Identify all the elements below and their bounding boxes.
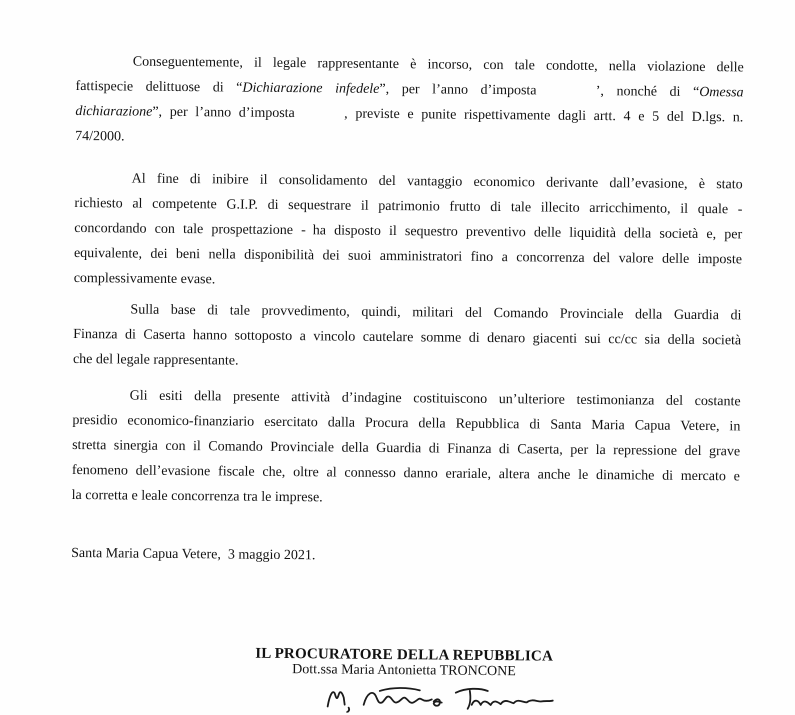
text-line: stretta sinergia con il Comando Provinciale della Guardia di Finanza di Caserta, per la repressione del grave [72, 437, 741, 460]
text-line: presidio economico-finanziario esercitato dalla Procura della Repubblica di Santa Maria Capua Vetere, in [72, 412, 741, 435]
text-line: equivalente, dei beni nella disponibilità dei suoi amministratori fino a concorrenza del valore delle imposte [73, 245, 743, 268]
text-segment: ”, per l’anno d’imposta [379, 81, 537, 99]
text-line: concordando con tale prospettazione - ha disposto il sequestro preventivo delle liquidità della società e, per [74, 220, 743, 243]
paragraph-violazione [75, 49, 744, 155]
signature-block [70, 644, 739, 715]
italic-offense-name: dichiarazione [75, 103, 153, 120]
text-line: 74/2000. [75, 128, 125, 145]
redacted-year-gap [549, 93, 583, 95]
signature-name: Dott.ssa Maria Antonietta TRONCONE [292, 662, 516, 680]
text-line: la corretta e leale concorrenza tra le imprese. [71, 487, 323, 506]
italic-offense-name: Dichiarazione infedele [242, 80, 380, 97]
place-and-date-line: Santa Maria Capua Vetere, 3 maggio 2021. [71, 545, 316, 564]
text-segment: ’, nonché di “ [595, 83, 700, 100]
text-line: Conseguentemente, il legale rappresentante è incorso, con tale condotte, nella violazione delle [132, 54, 744, 76]
document-text-block [70, 44, 744, 715]
paragraph-guardia-di-finanza [73, 297, 742, 378]
italic-offense-name: Omessa [699, 84, 744, 101]
text-line: Sulla base di tale provvedimento, quindi, militari del Comando Provinciale della Guardia di [130, 302, 742, 324]
redacted-year-gap [302, 115, 336, 117]
paragraph-sequestro [74, 166, 743, 297]
text-line: Al fine di inibire il consolidamento del vantaggio economico derivante dall’evasione, è stato [131, 171, 743, 193]
text-segment: , previste e punite rispettivamente dagli artt. 4 e 5 del D.lgs. n. [344, 106, 744, 126]
text-line: complessivamente evase. [73, 270, 216, 288]
text-line: Finanza di Caserta hanno sottoposto a vincolo cautelare somme di denaro giacenti sui cc/cc sia della società [73, 326, 742, 349]
text-line: richiesto al competente G.I.P. di sequestrare il patrimonio frutto di tale illecito arricchimento, il quale - [74, 195, 743, 218]
paragraph-conclusione [72, 383, 741, 514]
text-segment: ”, per l’anno d’imposta [152, 104, 295, 122]
signature-role-title: IL PROCURATORE DELLA REPUBBLICA [255, 645, 554, 665]
text-line: che del legale rappresentante. [72, 351, 239, 369]
text-line: Gli esiti della presente attività d’indagine costituiscono un’ulteriore testimonianza del costante [129, 388, 741, 410]
text-line: fenomeno dell’evasione fiscale che, oltre al connesso danno erariale, altera anche le dinamiche di mercato e [71, 462, 740, 485]
handwritten-signature [322, 680, 562, 714]
text-segment: fattispecie delittuose di “ [75, 78, 243, 96]
